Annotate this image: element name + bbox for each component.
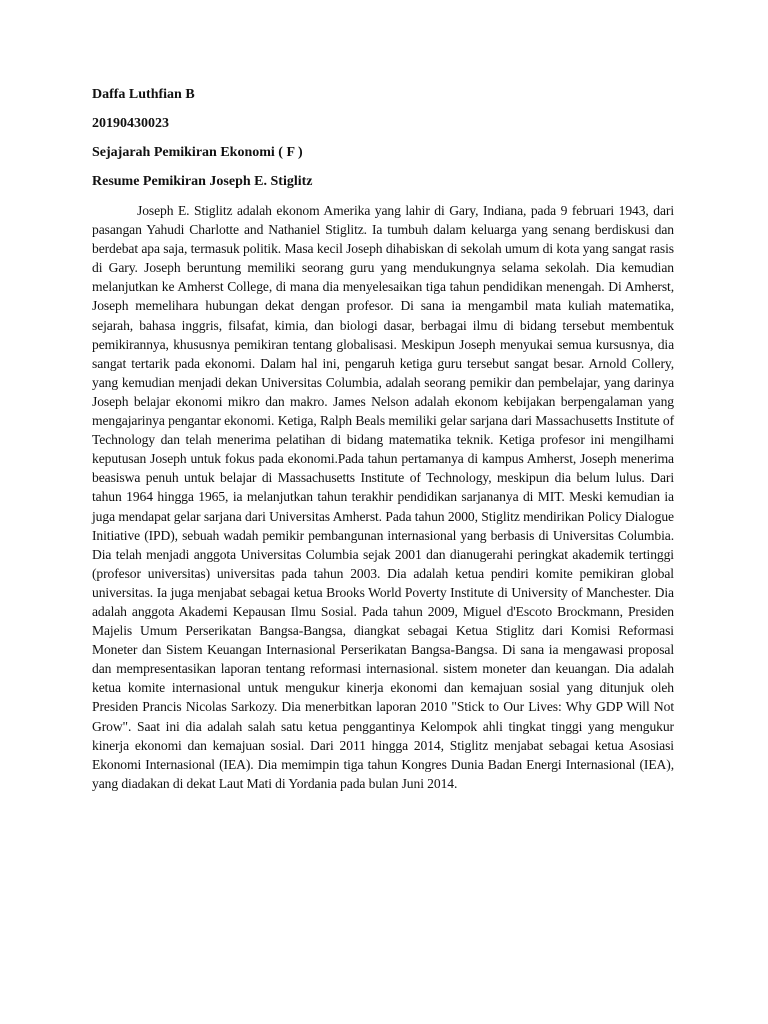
course-name: Sejajarah Pemikiran Ekonomi ( F ) [92,145,303,160]
student-id: 20190430023 [92,116,169,131]
document-content [92,85,674,793]
document-title: Resume Pemikiran Joseph E. Stiglitz [92,174,313,189]
author-name: Daffa Luthfian B [92,87,195,102]
body-paragraph: Joseph E. Stiglitz adalah ekonom Amerika yang lahir di Gary, Indiana, pada 9 februari 1943, dari pasangan Yahudi Charlotte and Nathaniel Stiglitz. Ia tumbuh dalam keluarga yang senang berdiskusi dan berdebat apa saja, termasuk politik. Masa kecil Joseph dihabiskan di sekolah umum di kota yang sangat rasis di Gary. Joseph beruntung memiliki seorang guru yang mendukungnya selama sekolah. Dia kemudian melanjutkan ke Amherst College, di mana dia menyelesaikan tiga tahun pendidikan menengah. Di Amherst, Joseph memelihara hubungan dekat dengan profesor. Di sana ia mengambil mata kuliah matematika, sejarah, bahasa inggris, filsafat, kimia, dan biologi dasar, berbagai ilmu di bidang tersebut membentuk pemikirannya, khususnya pemikiran tentang globalisasi. Meskipun Joseph menyukai semua kursusnya, dia sangat tertarik pada ekonomi. Dalam hal ini, pengaruh ketiga guru tersebut sangat besar. Arnold Collery, yang kemudian menjadi dekan Universitas Columbia, adalah seorang pemikir dan pembelajar, yang darinya Joseph belajar ekonomi mikro dan makro. James Nelson adalah ekonom kebijakan berpengalaman yang mengajarinya pengantar ekonomi. Ketiga, Ralph Beals memiliki gelar sarjana dari Massachusetts Institute of Technology dan telah menerima pelatihan di bidang matematika teknik. Ketiga profesor ini mengilhami keputusan Joseph untuk fokus pada ekonomi.Pada tahun pertamanya di kampus Amherst, Joseph menerima beasiswa penuh untuk belajar di Massachusetts Institute of Technology, meskipun dia belum lulus. Dari tahun 1964 hingga 1965, ia melanjutkan tahun terakhir pendidikan sarjananya di MIT. Meski kemudian ia juga mendapat gelar sarjana dari Universitas Amherst. Pada tahun 2000, Stiglitz mendirikan Policy Dialogue Initiative (IPD), sebuah wadah pemikir pembangunan internasional yang berbasis di Universitas Columbia. Dia telah menjadi anggota Universitas Columbia sejak 2001 dan dianugerahi peringkat akademik tertinggi (profesor universitas) universitas pada tahun 2003. Dia adalah ketua pendiri komite pemikiran global universitas. Ia juga menjabat sebagai ketua Brooks World Poverty Institute di University of Manchester. Dia adalah anggota Akademi Kepausan Ilmu Sosial. Pada tahun 2009, Miguel d'Escoto Brockmann, Presiden Majelis Umum Perserikatan Bangsa-Bangsa, diangkat sebagai Ketua Stiglitz dari Komisi Reformasi Moneter dan Sistem Keuangan Internasional Perserikatan Bangsa-Bangsa. Di sana ia mengawasi proposal dan mempresentasikan laporan tentang reformasi internasional. sistem moneter dan keuangan. Dia adalah ketua komite internasional untuk mengukur kinerja ekonomi dan kemajuan sosial yang ditunjuk oleh Presiden Prancis Nicolas Sarkozy. Dia menerbitkan laporan 2010 "Stick to Our Lives: Why GDP Will Not Grow". Saat ini dia adalah salah satu ketua penggantinya Kelompok ahli tingkat tinggi yang mengukur kinerja ekonomi dan kemajuan sosial. Dari 2011 hingga 2014, Stiglitz menjabat sebagai ketua Asosiasi Ekonomi Internasional (IEA). Dia memimpin tiga tahun Kongres Dunia Badan Energi Internasional (IEA), yang diadakan di dekat Laut Mati di Yordania pada bulan Juni 2014. [92,203,674,791]
